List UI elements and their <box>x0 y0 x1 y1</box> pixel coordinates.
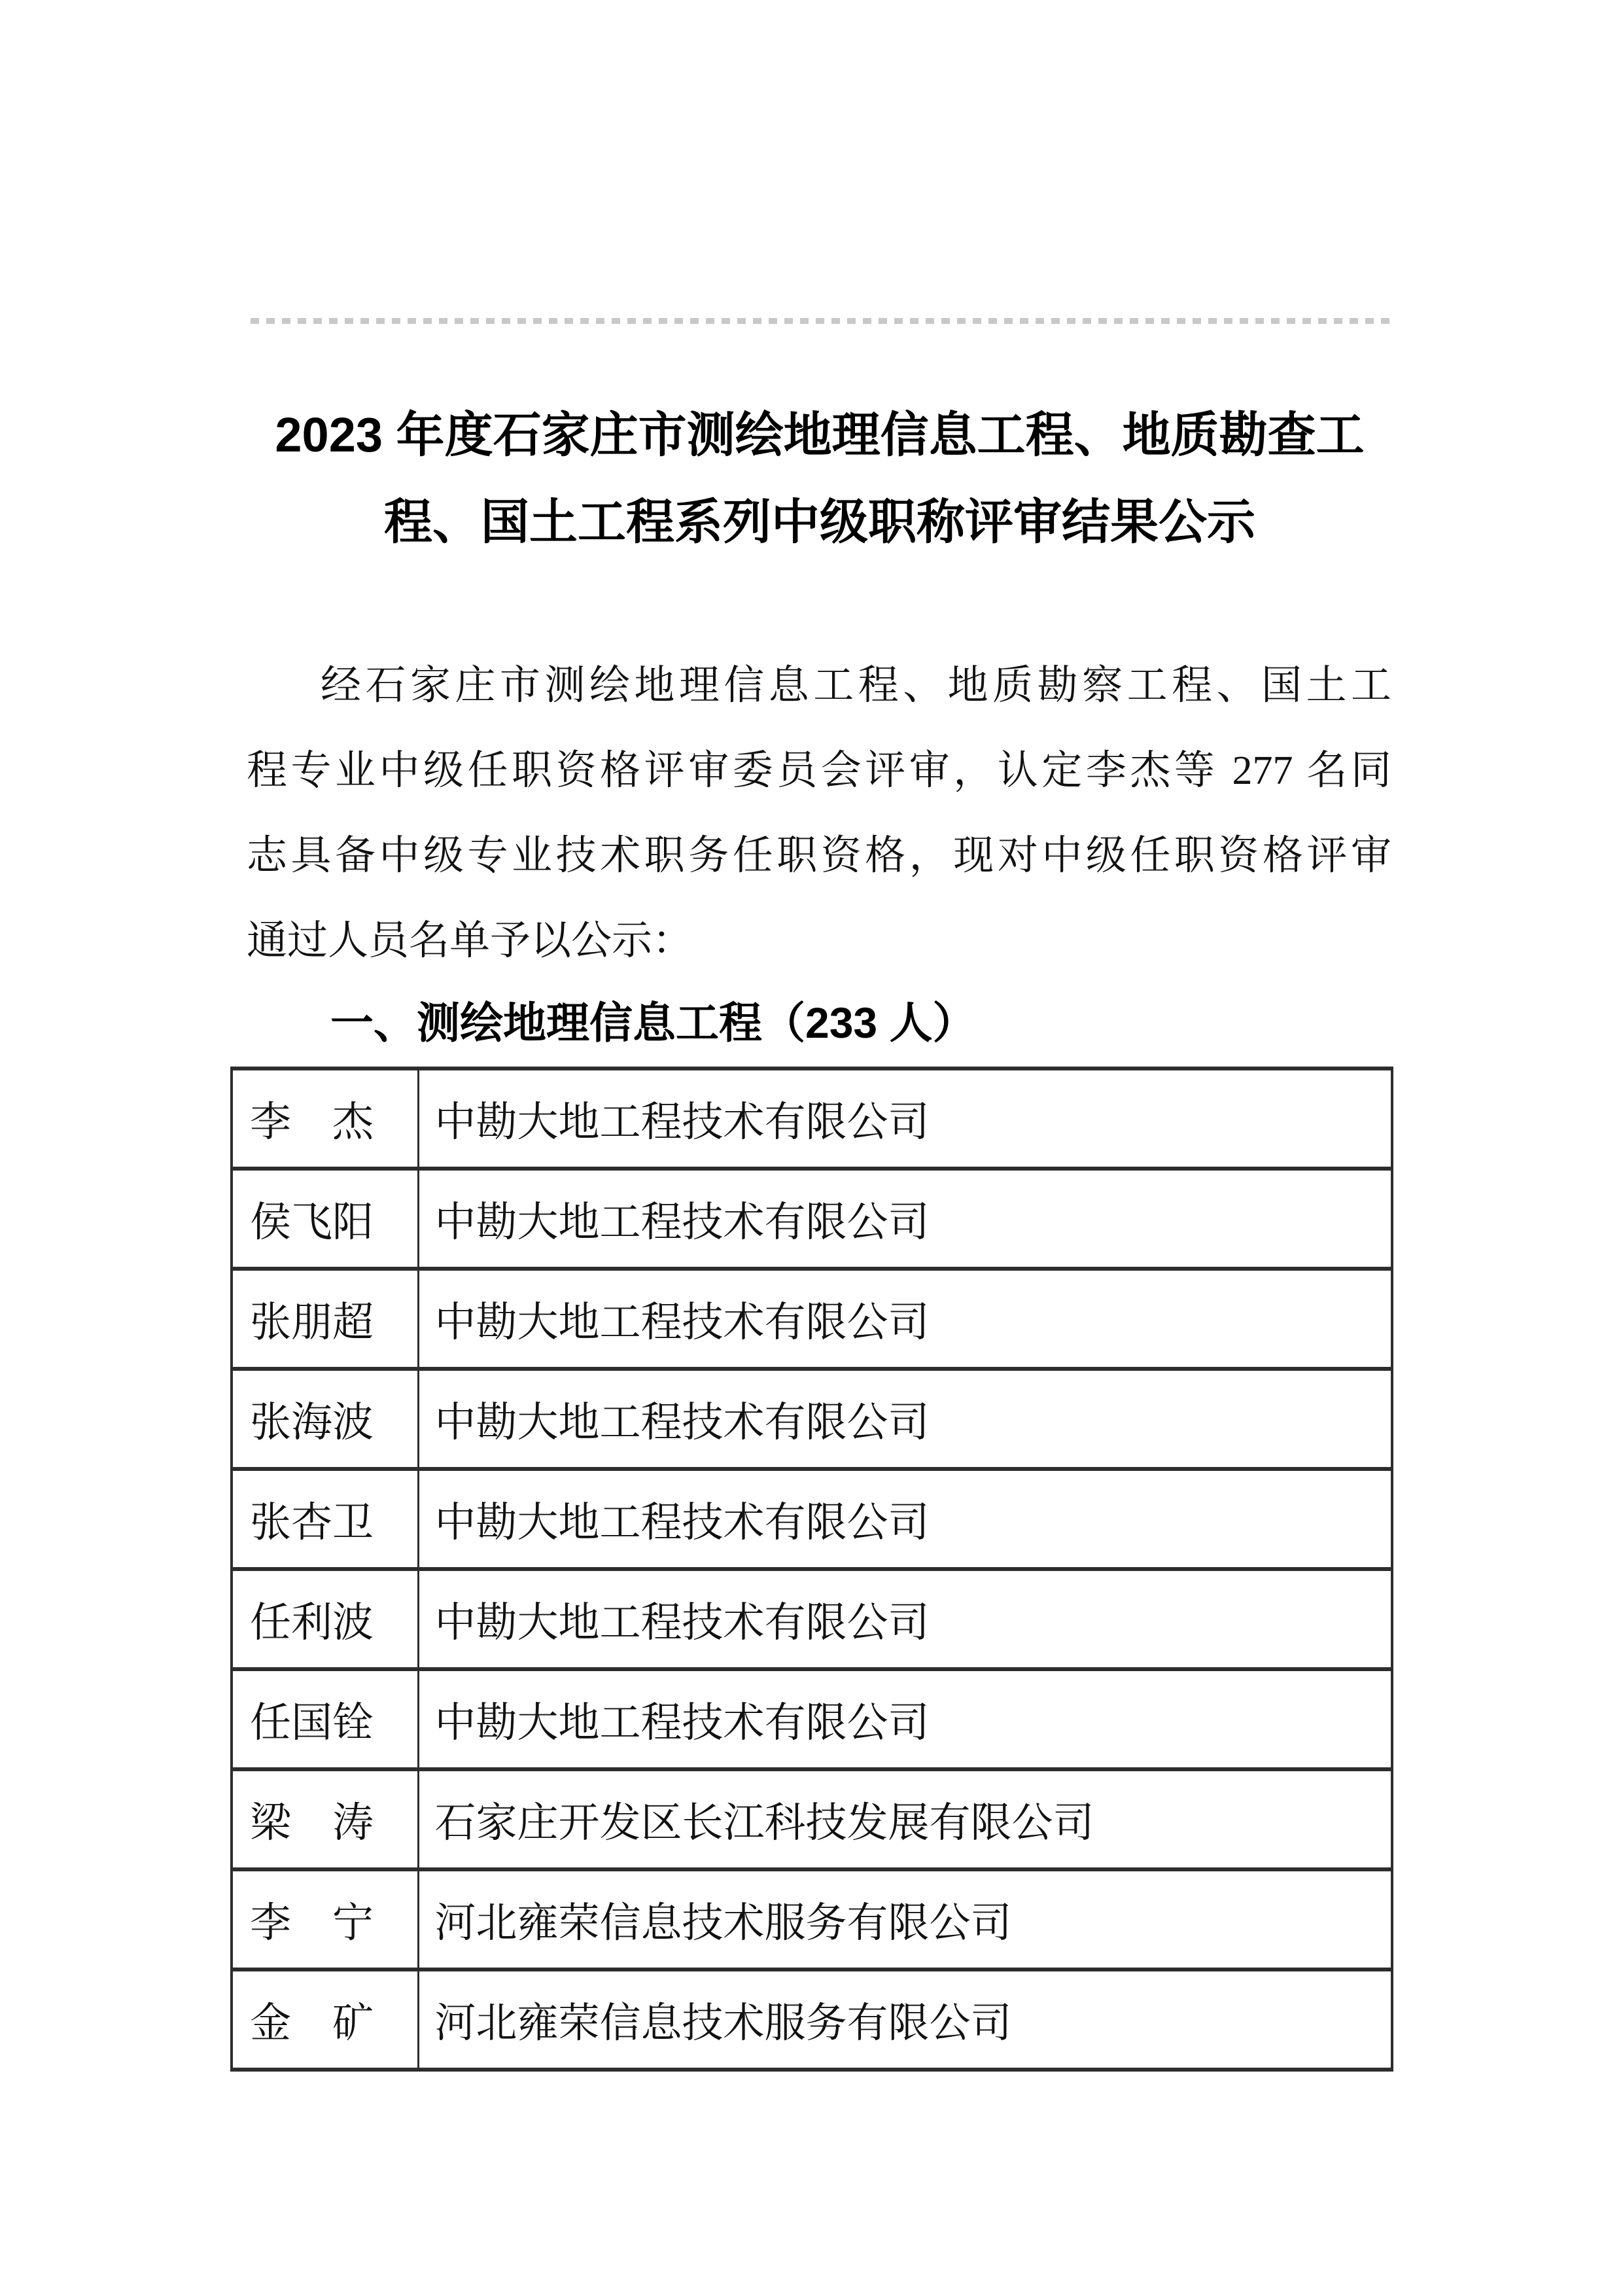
company-name: 中勘大地工程技术有限公司 <box>418 1069 1392 1169</box>
company-name: 中勘大地工程技术有限公司 <box>418 1369 1392 1469</box>
table-row <box>232 1069 1392 1169</box>
company-name: 中勘大地工程技术有限公司 <box>418 1569 1392 1669</box>
table-row <box>232 1769 1392 1869</box>
document-title-line-2: 程、国土工程系列中级职称评审结果公示 <box>384 495 1255 549</box>
document-title <box>247 391 1393 565</box>
table-row <box>232 1569 1392 1669</box>
person-name: 任利波 <box>232 1569 418 1669</box>
intro-line-2: 程专业中级任职资格评审委员会评审，认定李杰等 277 名同 <box>247 749 1391 793</box>
person-name: 侯飞阳 <box>232 1169 418 1269</box>
person-name: 金 矿 <box>232 1969 418 2070</box>
table-row <box>232 1969 1392 2070</box>
company-name: 中勘大地工程技术有限公司 <box>418 1169 1392 1269</box>
person-name: 李 宁 <box>232 1869 418 1969</box>
table-row <box>232 1169 1392 1269</box>
table-row <box>232 1369 1392 1469</box>
company-name: 河北雍荣信息技术服务有限公司 <box>418 1969 1392 2070</box>
table-row <box>232 1669 1392 1769</box>
table-row <box>232 1869 1392 1969</box>
table-row <box>232 1269 1392 1369</box>
person-name: 梁 涛 <box>232 1769 418 1869</box>
company-name: 中勘大地工程技术有限公司 <box>418 1269 1392 1369</box>
person-name: 张杏卫 <box>232 1469 418 1569</box>
person-name: 李 杰 <box>232 1069 418 1169</box>
company-name: 中勘大地工程技术有限公司 <box>418 1469 1392 1569</box>
intro-paragraph <box>247 643 1391 983</box>
company-name: 河北雍荣信息技术服务有限公司 <box>418 1869 1392 1969</box>
person-name: 张海波 <box>232 1369 418 1469</box>
company-name: 中勘大地工程技术有限公司 <box>418 1669 1392 1769</box>
intro-line-3: 志具备中级专业技术职务任职资格，现对中级任职资格评审 <box>247 834 1391 878</box>
person-name: 任国铨 <box>232 1669 418 1769</box>
table-row <box>232 1469 1392 1569</box>
intro-line-1: 经石家庄市测绘地理信息工程、地质勘察工程、国土工 <box>321 663 1391 708</box>
intro-line-4: 通过人员名单予以公示： <box>247 919 693 963</box>
results-table <box>230 1067 1393 2072</box>
person-name: 张朋超 <box>232 1269 418 1369</box>
dashed-separator <box>251 318 1393 324</box>
document-title-line-1: 2023 年度石家庄市测绘地理信息工程、地质勘查工 <box>275 408 1365 462</box>
company-name: 石家庄开发区长江科技发展有限公司 <box>418 1769 1392 1869</box>
section-heading: 一、测绘地理信息工程（233 人） <box>330 998 976 1047</box>
